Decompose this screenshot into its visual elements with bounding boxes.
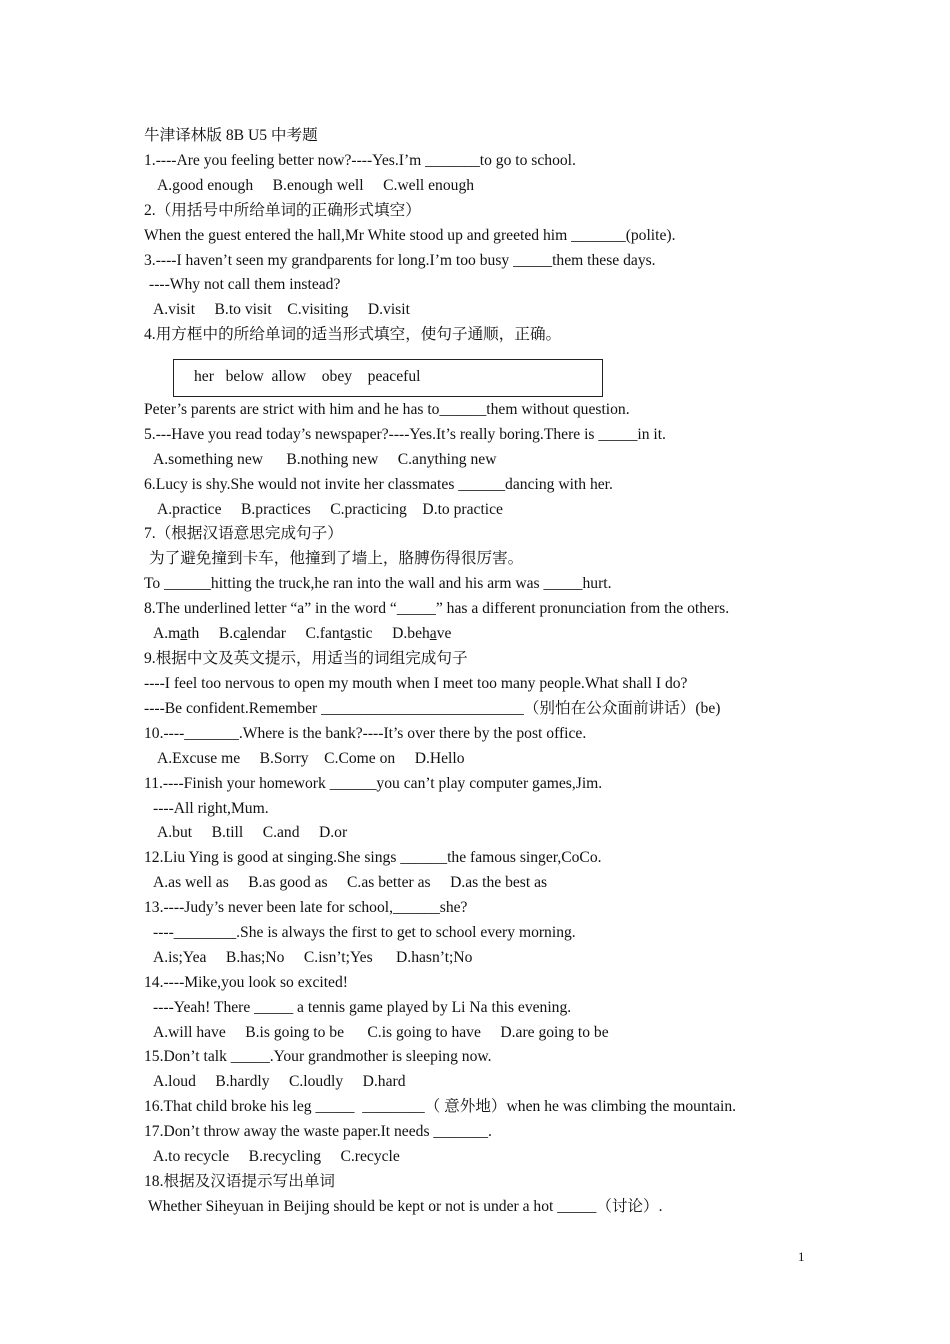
q18-stem: Whether Siheyuan in Beijing should be kept or not is under a hot _____（讨论）. — [148, 1198, 663, 1215]
q4-instruction: 4.用方框中的所给单词的适当形式填空，使句子通顺，正确。 — [144, 326, 562, 343]
q8-options — [153, 625, 451, 643]
q7-instruction: 7.（根据汉语意思完成句子） — [144, 525, 343, 542]
q14-options: A.will have B.is going to be C.is going to have D.are going to be — [153, 1024, 609, 1041]
q14-stem: 14.----Mike,you look so excited! — [144, 974, 348, 991]
q10-stem: 10.----_______.Where is the bank?----It’s over there by the post office. — [144, 725, 587, 742]
q3-stem: 3.----I haven’t seen my grandparents for long.I’m too busy _____them these days. — [144, 252, 656, 269]
q17-stem: 17.Don’t throw away the waste paper.It needs _______. — [144, 1123, 492, 1140]
q3-options: A.visit B.to visit C.visiting D.visit — [153, 301, 410, 318]
q8-option-b: B.calendar — [218, 625, 286, 642]
q11-options: A.but B.till C.and D.or — [157, 824, 348, 841]
q1-options: A.good enough B.enough well C.well enough — [157, 177, 475, 194]
q2-instruction: 2.（用括号中所给单词的正确形式填空） — [144, 202, 421, 219]
q8-option-c: C.fantastic — [305, 625, 373, 642]
q4-stem: Peter’s parents are strict with him and he has to______them without question. — [144, 401, 630, 418]
q5-stem: 5.---Have you read today’s newspaper?----Yes.It’s really boring.There is _____in it. — [144, 426, 666, 443]
word-box — [173, 359, 603, 397]
q9-line2: ----Be confident.Remember __________________________（别怕在公众面前讲话）(be) — [144, 700, 721, 717]
q5-options: A.something new B.nothing new C.anything new — [153, 451, 497, 468]
q13-options: A.is;Yea B.has;No C.isn’t;Yes D.hasn’t;No — [153, 949, 473, 966]
q7-stem: To ______hitting the truck,he ran into the wall and his arm was _____hurt. — [144, 575, 612, 592]
word-box-words: her below allow obey peaceful — [194, 368, 421, 385]
q11-reply: ----All right,Mum. — [153, 800, 269, 817]
q17-options: A.to recycle B.recycling C.recycle — [153, 1148, 400, 1165]
q16-stem: 16.That child broke his leg _____ ________（ 意外地）when he was climbing the mountain. — [144, 1098, 737, 1115]
q7-chinese: 为了避免撞到卡车，他撞到了墙上，胳膊伤得很厉害。 — [149, 550, 524, 567]
doc-title: 牛津译林版 8B U5 中考题 — [144, 127, 318, 144]
q14-reply: ----Yeah! There _____ a tennis game played by Li Na this evening. — [153, 999, 572, 1016]
q12-stem: 12.Liu Ying is good at singing.She sings ______the famous singer,CoCo. — [144, 849, 602, 866]
q1-stem: 1.----Are you feeling better now?----Yes.I’m _______to go to school. — [144, 152, 576, 169]
q8-option-a: A.math — [153, 625, 200, 642]
q9-line1: ----I feel too nervous to open my mouth when I meet too many people.What shall I do? — [144, 675, 688, 692]
q18-instruction: 18.根据及汉语提示写出单词 — [144, 1173, 336, 1190]
q8-stem: 8.The underlined letter “a” in the word “_____” has a different pronunciation from the others. — [144, 600, 730, 617]
q10-options: A.Excuse me B.Sorry C.Come on D.Hello — [157, 750, 465, 767]
q9-instruction: 9.根据中文及英文提示，用适当的词组完成句子 — [144, 650, 468, 667]
q15-options: A.loud B.hardly C.loudly D.hard — [153, 1073, 406, 1090]
page-number: 1 — [798, 1249, 805, 1264]
q12-options: A.as well as B.as good as C.as better as D.as the best as — [153, 874, 548, 891]
q3-reply: ----Why not call them instead? — [149, 276, 341, 293]
q15-stem: 15.Don’t talk _____.Your grandmother is sleeping now. — [144, 1048, 492, 1065]
q8-option-d: D.behave — [392, 625, 452, 642]
q6-options: A.practice B.practices C.practicing D.to practice — [157, 501, 503, 518]
q13-reply: ----________.She is always the first to get to school every morning. — [153, 924, 576, 941]
q2-stem: When the guest entered the hall,Mr White stood up and greeted him _______(polite). — [144, 227, 676, 244]
q11-stem: 11.----Finish your homework ______you can’t play computer games,Jim. — [144, 775, 603, 792]
q6-stem: 6.Lucy is shy.She would not invite her classmates ______dancing with her. — [144, 476, 613, 493]
q13-stem: 13.----Judy’s never been late for school,______she? — [144, 899, 468, 916]
